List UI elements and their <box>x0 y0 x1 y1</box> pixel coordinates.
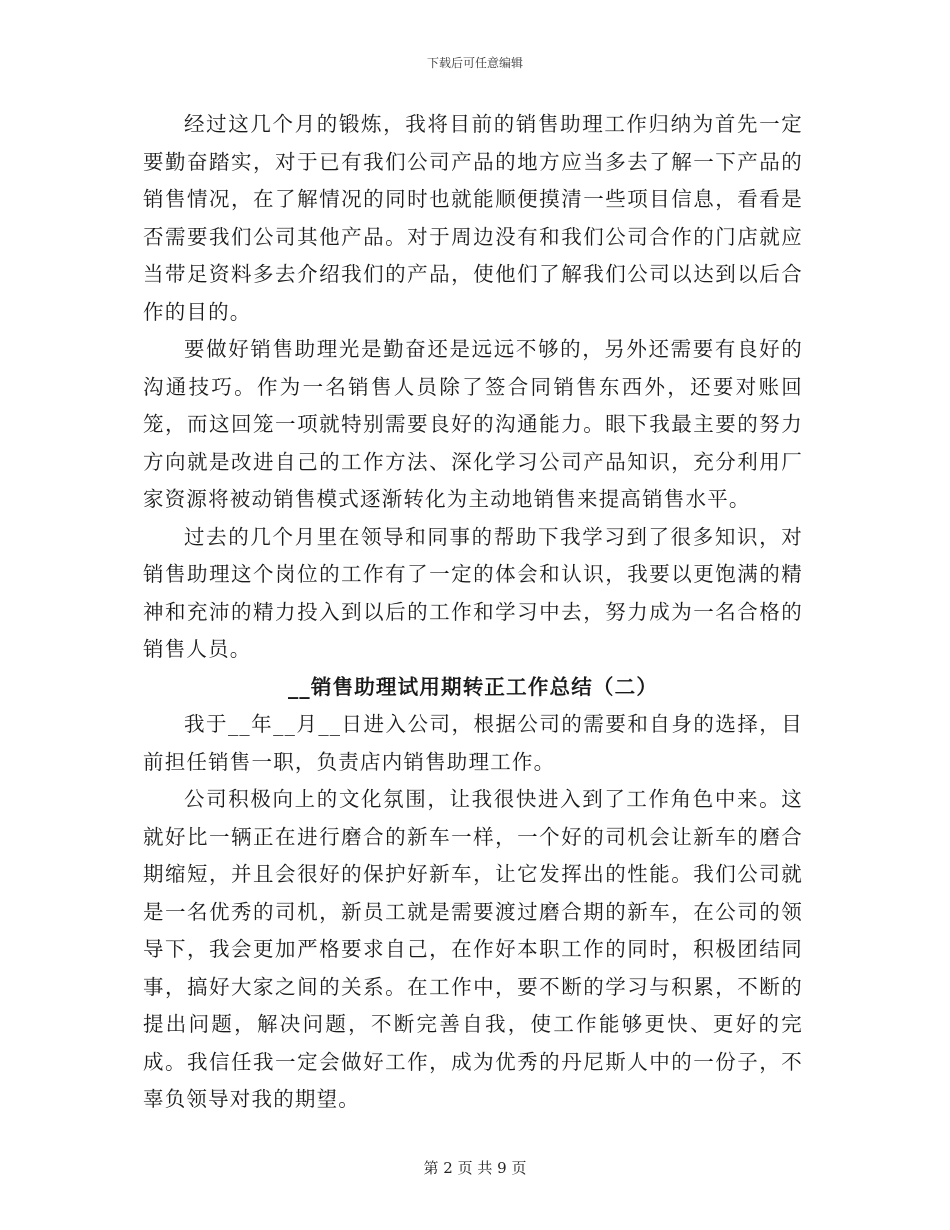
header-note: 下载后可任意编辑 <box>426 56 523 70</box>
paragraph: 我于__年__月__日进入公司，根据公司的需要和自身的选择，目前担任销售一职，负责店内销售助理工作。 <box>143 712 803 774</box>
paragraph: 过去的几个月里在领导和同事的帮助下我学习到了很多知识，对销售助理这个岗位的工作有了一定的体会和认识，我要以更饱满的精神和充沛的精力投入到以后的工作和学习中去，努力成为一名合格的销售人员。 <box>143 524 803 661</box>
section-title: __销售助理试用期转正工作总结（二） <box>287 674 659 699</box>
paragraph: 要做好销售助理光是勤奋还是远远不够的，另外还需要有良好的沟通技巧。作为一名销售人员除了签合同销售东西外，还要对账回笼，而这回笼一项就特别需要良好的沟通能力。眼下我最主要的努力方向就是改进自己的工作方法、深化学习公司产品知识，充分利用厂家资源将被动销售模式逐渐转化为主动地销售来提高销售水平。 <box>143 337 803 511</box>
page-number-footer: 第 2 页 共 9 页 <box>423 1159 527 1177</box>
document-body <box>143 106 803 1119</box>
paragraph: 经过这几个月的锻炼，我将目前的销售助理工作归纳为首先一定要勤奋踏实，对于已有我们公司产品的地方应当多去了解一下产品的销售情况，在了解情况的同时也就能顺便摸清一些项目信息，看看是否需要我们公司其他产品。对于周边没有和我们公司合作的门店就应当带足资料多去介绍我们的产品，使他们了解我们公司以达到以后合作的目的。 <box>143 112 803 324</box>
paragraph: 公司积极向上的文化氛围，让我很快进入到了工作角色中来。这就好比一辆正在进行磨合的新车一样，一个好的司机会让新车的磨合期缩短，并且会很好的保护好新车，让它发挥出的性能。我们公司就是一名优秀的司机，新员工就是需要渡过磨合期的新车，在公司的领导下，我会更加严格要求自己，在作好本职工作的同时，积极团结同事，搞好大家之间的关系。在工作中，要不断的学习与积累，不断的提出问题，解决问题，不断完善自我，使工作能够更快、更好的完成。我信任我一定会做好工作，成为优秀的丹尼斯人中的一份子，不辜负领导对我的期望。 <box>143 787 803 1111</box>
